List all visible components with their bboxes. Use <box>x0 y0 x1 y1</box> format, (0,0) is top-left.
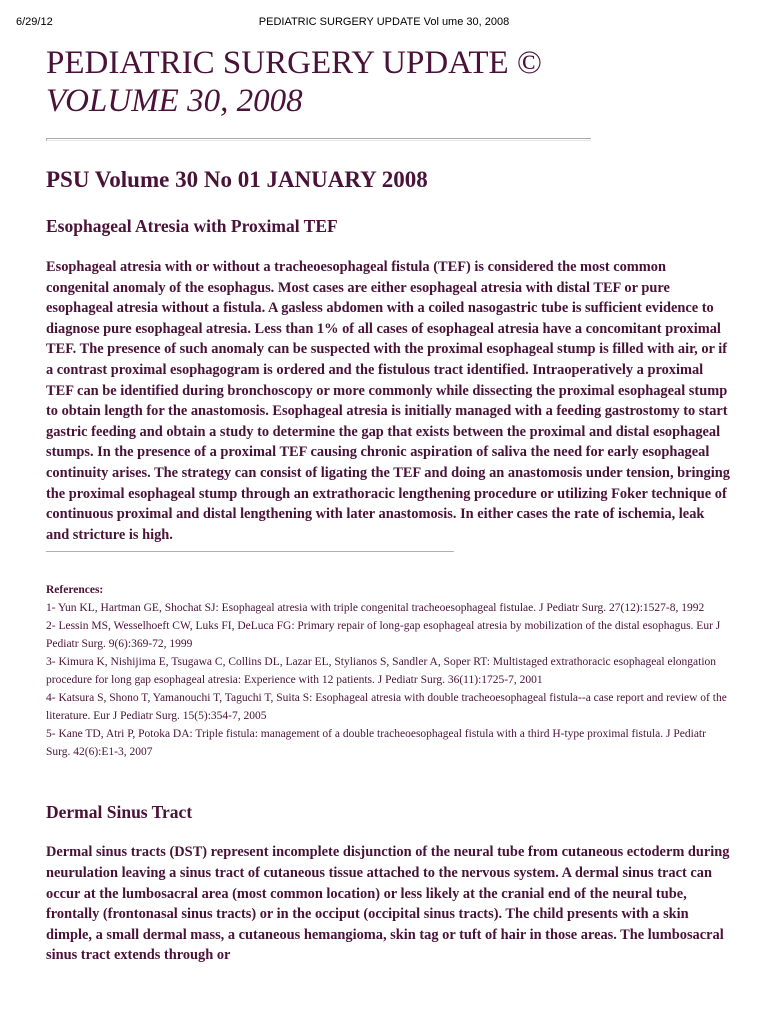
print-date: 6/29/12 <box>16 16 53 28</box>
divider-top <box>46 138 591 141</box>
reference-item: 5- Kane TD, Atri P, Potoka DA: Triple fistula: management of a double tracheoesophageal fistula with a third H-type proximal fistula. J Pediatr Surg. 42(6):E1-3, 2007 <box>46 728 706 759</box>
section-title-dermal-sinus-tract: Dermal Sinus Tract <box>46 802 193 823</box>
section-body-esophageal-atresia: Esophageal atresia with or without a tracheoesophageal fistula (TEF) is considered the most common congenital anomaly of the esophagus. Most cases are either esophageal atresia with distal TEF or pure esophageal atresia without a fistula. A gasless abdomen with a coiled nasogastric tube is sufficient evidence to diagnose pure esophageal atresia. Less than 1% of all cases of esophageal atresia have a concomitant proximal TEF. The presence of such anomaly can be suspected with the proximal esophageal stump is filled with air, or if a contrast proximal esophagogram is ordered and the fistulous tract identified. Intraoperatively a proximal TEF can be identified during bronchoscopy or more commonly while dissecting the proximal esophageal stump to obtain length for the anastomosis. Esophageal atresia is initially managed with a feeding gastrostomy to start gastric feeding and obtain a study to determine the gap that exists between the proximal and distal esophageal stumps. In the presence of a proximal TEF causing chronic aspiration of saliva the need for early esophageal continuity arises. The strategy can consist of ligating the TEF and doing an anastomosis under tension, bringing the proximal esophageal stump through an extrathoracic lengthening procedure or utilizing Foker technique of continuous proximal and distal lengthening with later anastomosis. In either cases the rate of ischemia, leak and stricture is high. <box>46 259 730 543</box>
references <box>46 581 730 761</box>
reference-item: 2- Lessin MS, Wesselhoeft CW, Luks FI, DeLuca FG: Primary repair of long-gap esophageal atresia by mobilization of the distal esophagus. Eur J Pediatr Surg. 9(6):369-72, 1999 <box>46 620 721 651</box>
print-header-title: PEDIATRIC SURGERY UPDATE Vol ume 30, 2008 <box>258 16 510 28</box>
reference-item: 4- Katsura S, Shono T, Yamanouchi T, Taguchi T, Suita S: Esophageal atresia with double tracheoesophageal fistula--a case report and review of the literature. Eur J Pediatr Surg. 15(5):354-7, 2005 <box>46 692 727 723</box>
site-title-volume: VOLUME 30, 2008 <box>46 83 303 119</box>
issue-title: PSU Volume 30 No 01 JANUARY 2008 <box>46 167 428 192</box>
reference-item: 3- Kimura K, Nishijima E, Tsugawa C, Collins DL, Lazar EL, Stylianos S, Sandler A, Soper RT: Multistaged extrathoracic esophageal elongation procedure for long gap esophageal atresia: Experience with 12 patients. J Pediatr Surg. 36(11):1725-7, 2001 <box>46 656 717 687</box>
reference-item: 1- Yun KL, Hartman GE, Shochat SJ: Esophageal atresia with triple congenital tracheoesophageal fistulae. J Pediatr Surg. 27(12):1527-8, 1992 <box>46 602 705 615</box>
site-title-line1: PEDIATRIC SURGERY UPDATE © <box>46 45 542 81</box>
site-title <box>46 44 730 120</box>
divider-section <box>46 551 454 552</box>
references-heading: References: <box>46 584 104 597</box>
page-content <box>46 44 730 966</box>
section-title-esophageal-atresia: Esophageal Atresia with Proximal TEF <box>46 216 338 236</box>
section-body-dermal-sinus-tract: Dermal sinus tracts (DST) represent incomplete disjunction of the neural tube from cutaneous ectoderm during neurulation leaving a sinus tract of cutaneous tissue attached to the nervous system. A dermal sinus tract can occur at the lumbosacral area (most common location) or less likely at the cranial end of the neural tube, frontally (frontonasal sinus tracts) or in the occiput (occipital sinus tracts). The child presents with a skin dimple, a small dermal mass, a cutaneous hemangioma, skin tag or tuft of hair in those areas. The lumbosacral sinus tract extends through or <box>46 844 730 964</box>
